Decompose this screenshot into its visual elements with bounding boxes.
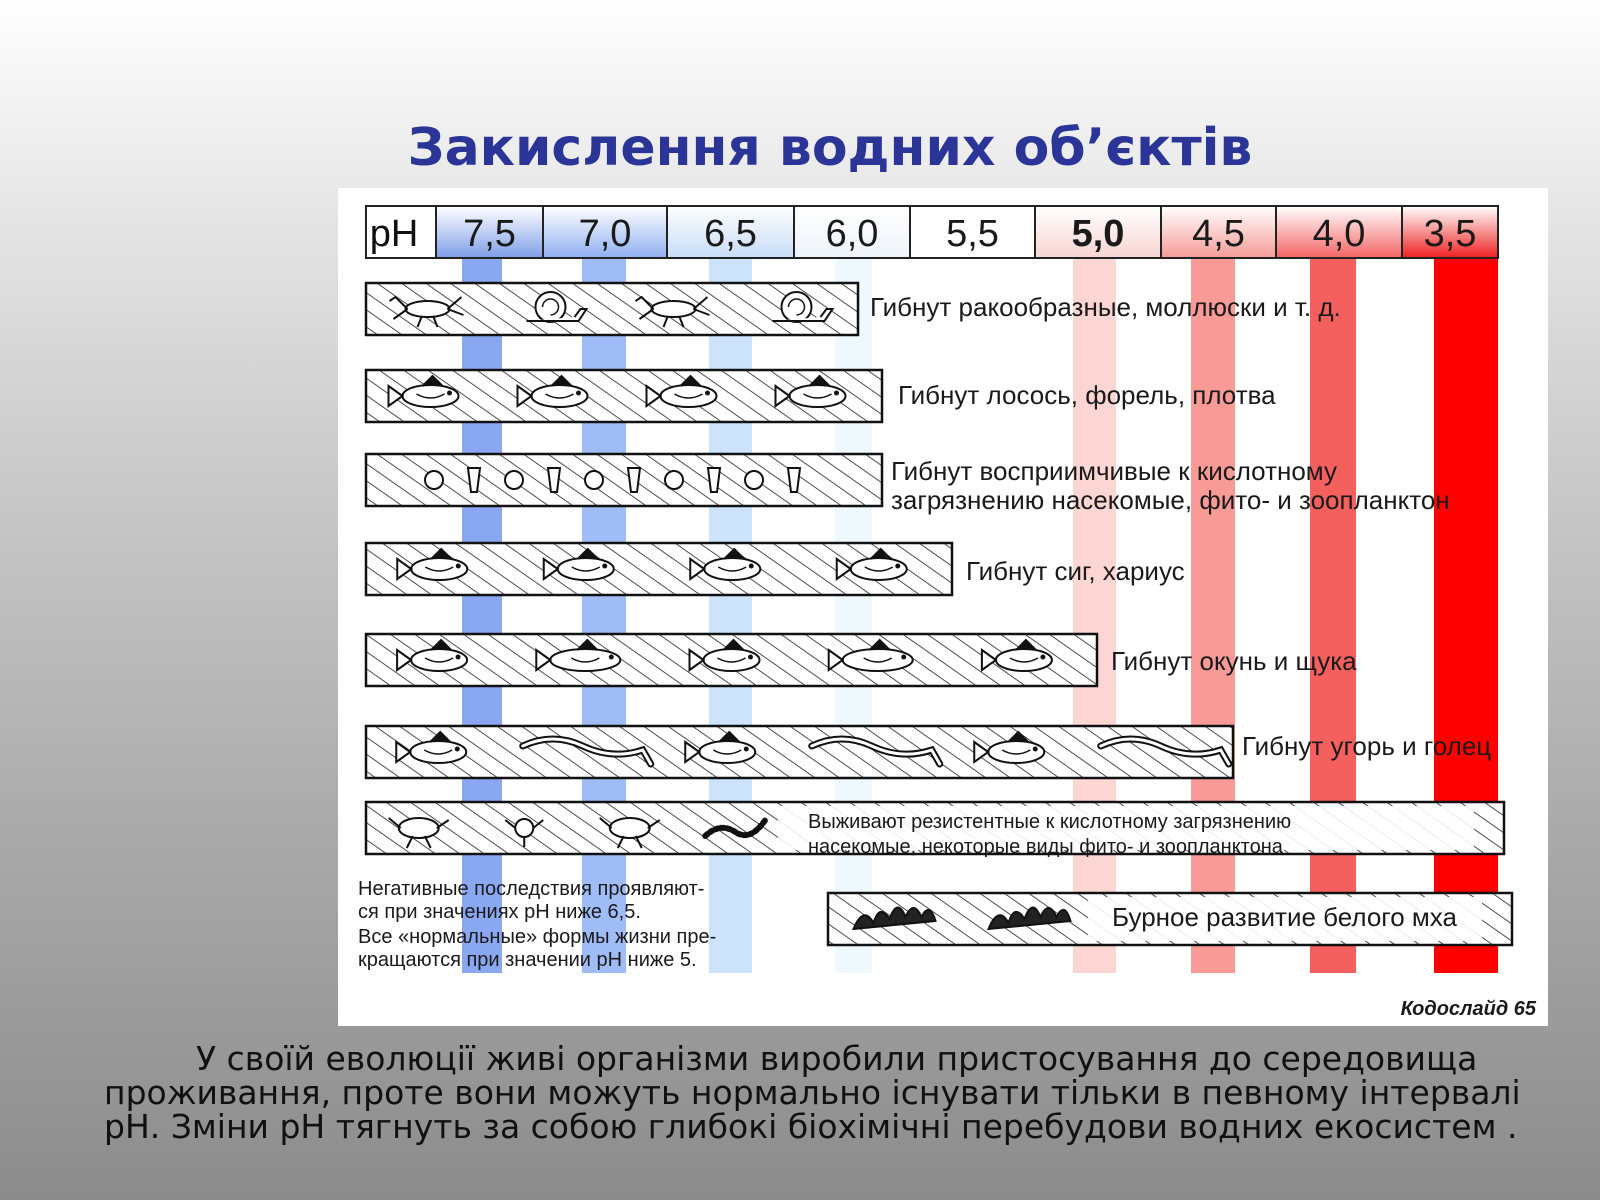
effect-row-2 [366, 370, 1276, 422]
ph-column-2 [709, 248, 752, 973]
effect-row-8 [828, 893, 1512, 945]
ph-column-1 [582, 248, 626, 973]
note-line-3: Все «нормальные» формы жизни пре- [358, 926, 717, 948]
row-label-line-2: загрязнению насекомые, фито- и зоопланктон [891, 485, 1450, 515]
row-label: Гибнут лосось, форель, плотва [898, 380, 1276, 410]
note-line-4: кращаются при значении рН ниже 5. [358, 949, 697, 971]
row-label: Гибнут угорь и голец [1242, 731, 1492, 761]
ph-scale-header [366, 206, 1498, 258]
ph-value-5: 5,0 [1071, 213, 1125, 255]
ph-value-7: 4,0 [1312, 213, 1366, 255]
ph-column-7 [1310, 248, 1356, 973]
ph-diagram-canvas [338, 188, 1548, 1026]
ph-value-6: 4,5 [1192, 213, 1245, 255]
ph-value-8: 3,5 [1423, 213, 1477, 255]
row-label: Бурное развитие белого мха [1112, 902, 1457, 932]
hatched-bar [366, 726, 1233, 778]
body-paragraph-text: У своїй еволюції живі організми виробили пристосування до середовища проживання, проте вони можуть нормально існувати тільки в певному інтервалі рН. Зміни рН тягнуть за собою глибокі біохімічні перебудови водних екосистем . [104, 1039, 1521, 1146]
ph-column-0 [462, 248, 502, 973]
ph-value-4: 5,5 [946, 213, 999, 255]
effect-row-4 [366, 543, 1185, 595]
body-paragraph [104, 1039, 1574, 1146]
ph-value-2: 6,5 [704, 213, 757, 255]
ph-column-3 [835, 248, 872, 973]
ph-column-4 [953, 248, 993, 973]
ph-column-5 [1073, 248, 1116, 973]
ph-column-8 [1434, 248, 1498, 973]
ph-value-1: 7,0 [578, 213, 632, 255]
note-line-2: ся при значениях рН ниже 6,5. [358, 901, 641, 923]
row-label: Гибнут окунь и щука [1111, 646, 1357, 676]
row-label-line-1: Выживают резистентные к кислотному загрязнению [808, 811, 1292, 833]
row-label: Гибнут сиг, хариус [966, 556, 1185, 586]
ph-columns [462, 248, 1498, 973]
credit-label: Кодослайд 65 [1400, 998, 1536, 1020]
effect-row-3 [366, 454, 1450, 515]
row-label: Гибнут ракообразные, моллюски и т. д. [870, 292, 1341, 322]
row-label-line-2: насекомые, некоторые виды фито- и зоопланктона [808, 836, 1283, 858]
ph-column-6 [1191, 248, 1235, 973]
note-line-1: Негативные последствия проявляют- [358, 878, 705, 900]
ph-value-0: 7,5 [463, 213, 516, 255]
effect-row-7 [366, 802, 1504, 858]
ph-label: pH [369, 213, 419, 255]
ph-diagram [338, 188, 1548, 1026]
ph-value-3: 6,0 [825, 213, 879, 255]
slide-title: Закислення водних об’єктів [407, 118, 1253, 178]
row-label-line-1: Гибнут восприимчивые к кислотному [891, 456, 1337, 486]
